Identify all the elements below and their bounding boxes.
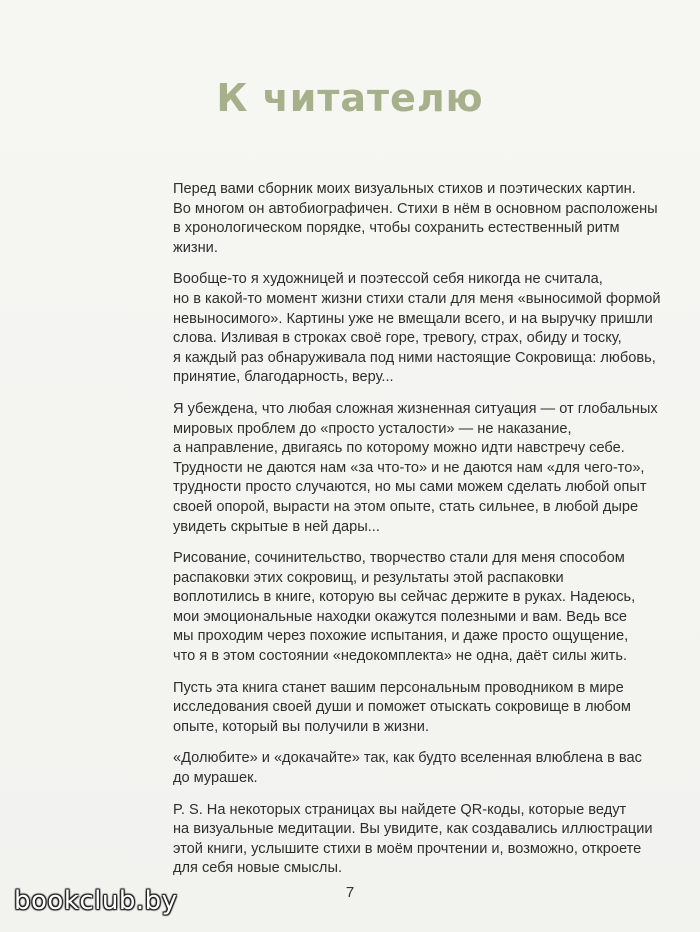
text-line: жизни. [173,239,218,256]
page-number: 7 [345,884,355,901]
text-line: Пусть эта книга станет вашим персональным проводником в мире [173,679,624,696]
text-line: своей опорой, вырасти на этом опыте, стать сильнее, в любой дыре [173,498,639,515]
paragraph-6 [173,749,642,788]
text-line: я каждый раз обнаруживала под ними настоящие Сокровища: любовь, [173,349,656,366]
text-line: опыте, который вы получили в жизни. [173,718,430,735]
text-line: воплотились в книге, которую вы сейчас держите в руках. Надеюсь, [173,589,636,606]
body-text [173,180,661,891]
text-line: Во многом он автобиографичен. Стихи в нём в основном расположены [173,200,658,217]
text-line: Трудности не даются нам «за что-то» и не даются нам «для чего-то», [173,459,645,476]
text-line: невыносимого». Картины уже не вмещали всего, и на выручку пришли [173,310,653,327]
text-line: что я в этом состоянии «недокомплекта» не одна, даёт силы жить. [173,648,628,665]
text-line: трудности просто случаются, но мы сами можем сделать любой опыт [173,479,647,496]
text-line: до мурашек. [173,770,258,787]
paragraph-5 [173,679,631,738]
watermark: bookclub.by [14,886,178,916]
text-line: исследования своей души и поможет отыскать сокровище в любом [173,699,631,716]
text-line: для себя новые смыслы. [173,860,342,877]
paragraph-3 [173,400,658,537]
text-line: принятие, благодарность, веру... [173,369,394,386]
text-line: но в какой-то момент жизни стихи стали для меня «выносимой формой [173,290,661,307]
text-line: мои эмоциональные находки окажутся полезными и вам. Ведь все [173,608,627,625]
text-line: Я убеждена, что любая сложная жизненная ситуация — от глобальных [173,400,658,417]
text-line: «Долюбите» и «докачайте» так, как будто вселенная влюблена в вас [173,750,642,767]
text-line: а направление, двигаясь по которому можно идти навстречу себе. [173,440,625,457]
text-line: Перед вами сборник моих визуальных стихов и поэтических картин. [173,181,636,197]
text-line: Рисование, сочинительство, творчество стали для меня способом [173,550,625,567]
text-line: увидеть скрытые в ней дары... [173,518,380,535]
text-line: P. S. На некоторых страницах вы найдете QR-коды, которые ведут [173,801,627,818]
text-line: в хронологическом порядке, чтобы сохранить естественный ритм [173,220,620,237]
text-line: слова. Изливая в строках своё горе, тревогу, страх, обиду и тоску, [173,330,622,347]
text-line: на визуальные медитации. Вы увидите, как создавались иллюстрации [173,821,653,838]
paragraph-ps [173,801,653,879]
text-line: распаковки этих сокровищ, и результаты этой распаковки [173,569,564,586]
page-title: К читателю [216,76,484,120]
text-line: этой книги, услышите стихи в моём прочтении и, возможно, откроете [173,840,642,857]
text-line: мы проходим через похожие испытания, и даже просто ощущение, [173,628,629,645]
paragraph-1 [173,180,658,258]
text-line: Вообще-то я художницей и поэтессой себя никогда не считала, [173,271,603,288]
paragraph-4 [173,549,636,667]
text-line: мировых проблем до «просто усталости» — не наказание, [173,420,572,437]
paragraph-2 [173,270,661,388]
